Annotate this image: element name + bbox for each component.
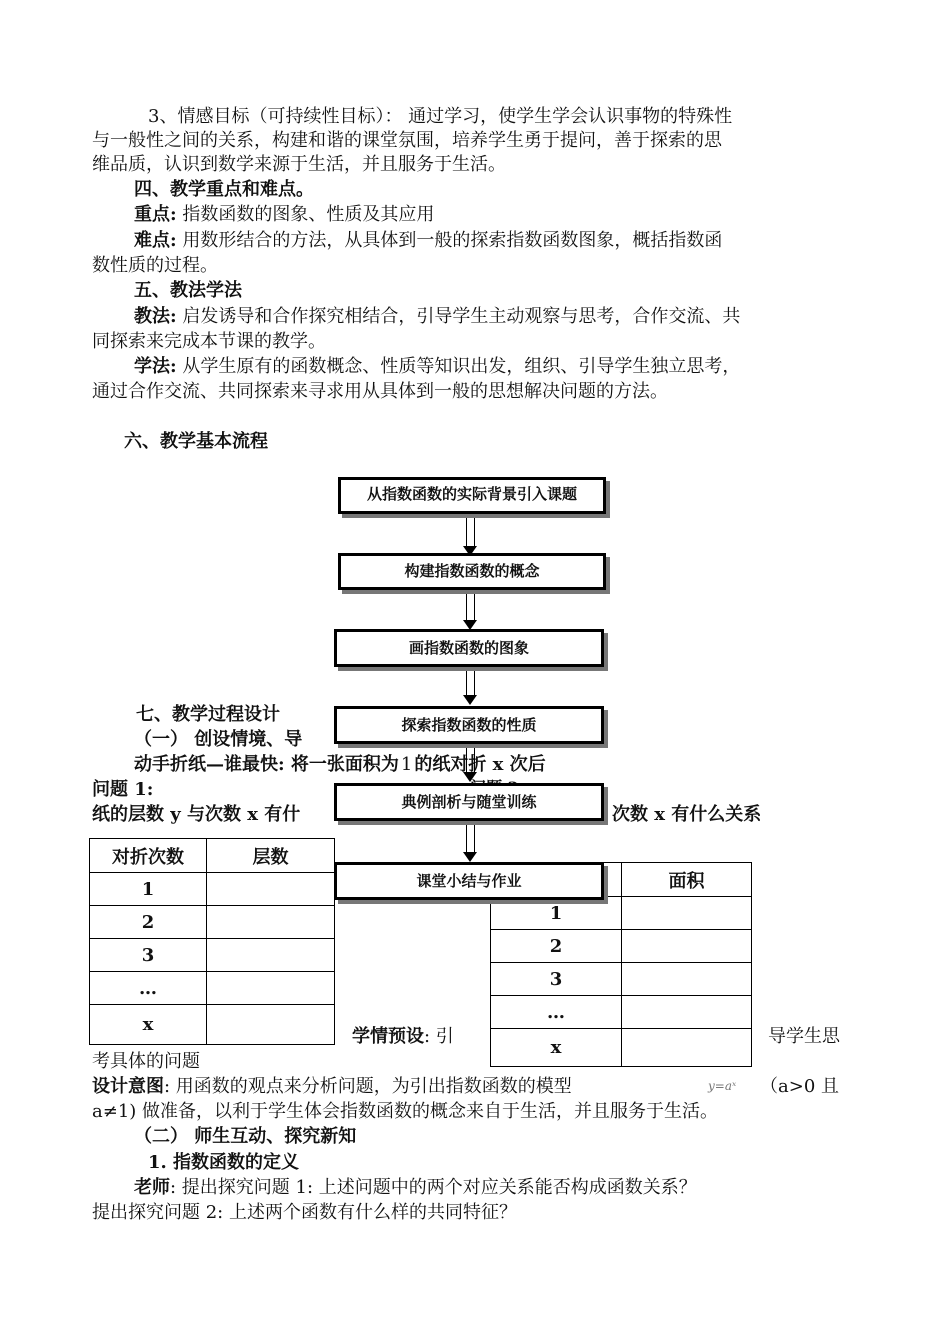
- preset-line: [352, 1025, 454, 1049]
- table1-cell: 3: [90, 939, 207, 972]
- table2-cell: 2: [491, 930, 622, 963]
- table1-empty-cell: [207, 906, 335, 939]
- fold-tail: 的纸对折 x 次后: [414, 754, 546, 775]
- subsection-1: （一） 创设情境、导: [134, 729, 303, 750]
- text-line: 维品质，认识到数学来源于生活，并且服务于生活。: [92, 154, 506, 175]
- teach-text: 启发诱导和合作探究相结合，引导学生主动观察与思考，合作交流、共: [176, 306, 741, 327]
- fold-num: 1: [400, 754, 413, 775]
- learn-text: 从学生原有的函数概念、性质等知识出发，组织、引导学生独立思考，: [176, 356, 741, 377]
- table1-empty-cell: [207, 939, 335, 972]
- flow-arrow: [466, 590, 475, 620]
- flow-step-5: 典例剖析与随堂训练: [334, 783, 604, 821]
- preset-tail: 导学生思: [768, 1026, 840, 1047]
- table2-cell: 3: [491, 963, 622, 996]
- key-points: [134, 203, 434, 227]
- table2-cell: x: [491, 1029, 622, 1067]
- flow-step-1: 从指数函数的实际背景引入课题: [338, 477, 606, 514]
- table1-empty-cell: [207, 1005, 335, 1045]
- learn-label: 学法:: [134, 356, 177, 377]
- flow-step-4: 探索指数函数的性质: [334, 706, 604, 744]
- diff-label: 难点:: [134, 230, 177, 251]
- intent-tail: （a>0 且: [760, 1076, 839, 1097]
- table2-empty-cell: [622, 996, 752, 1029]
- question-1-text: 纸的层数 y 与次数 x 有什: [92, 804, 301, 825]
- teacher-label: 老师: [134, 1177, 170, 1198]
- diff-text: 用数形结合的方法，从具体到一般的探索指数函数图象，概括指数函: [176, 230, 723, 251]
- flow-arrow: [466, 514, 475, 546]
- learning-method: [134, 355, 740, 379]
- table-folds-layers: [89, 838, 335, 1045]
- table2-empty-cell: [622, 1029, 752, 1067]
- flow-arrow: [466, 667, 475, 695]
- flow-arrowhead: [463, 695, 477, 705]
- table2-empty-cell: [622, 897, 752, 930]
- table1-empty-cell: [207, 873, 335, 906]
- definition-title: 1. 指数函数的定义: [148, 1152, 300, 1173]
- key-label: 重点:: [134, 204, 177, 225]
- flow-arrowhead: [463, 772, 477, 782]
- table1-cell: 2: [90, 906, 207, 939]
- text-line: 与一般性之间的关系，构建和谐的课堂氛围，培养学生勇于提问，善于探索的思: [92, 130, 722, 151]
- teacher-text: : 提出探究问题 1: 上述问题中的两个对应关系能否构成函数关系？: [170, 1177, 697, 1198]
- text-line: 3、情感目标（可持续性目标）： 通过学习，使学生学会认识事物的特殊性: [148, 106, 733, 127]
- question-1-label: 问题 1:: [92, 779, 154, 800]
- table1-header-folds: 对折次数: [90, 839, 207, 873]
- preset-label: 学情预设: [352, 1026, 424, 1047]
- preset-lead: : 引: [424, 1026, 454, 1047]
- fold-lead: 动手折纸—谁最快: 将一张面积为: [134, 754, 399, 775]
- text-line: a≠1) 做准备，以利于学生体会指数函数的概念来自于生活，并且服务于生活。: [92, 1101, 719, 1122]
- teach-label: 教法:: [134, 306, 177, 327]
- key-text: 指数函数的图象、性质及其应用: [176, 204, 435, 225]
- table1-cell: …: [90, 972, 207, 1005]
- flow-arrow: [466, 744, 475, 772]
- table2-cell: …: [491, 996, 622, 1029]
- text-line: 通过合作交流、共同探索来寻求用从具体到一般的思想解决问题的方法。: [92, 381, 668, 402]
- table2-empty-cell: [622, 963, 752, 996]
- table1-cell: 1: [90, 873, 207, 906]
- table1-empty-cell: [207, 972, 335, 1005]
- teacher-line: [134, 1176, 697, 1200]
- difficult-points: [134, 229, 722, 253]
- text-line: 考具体的问题: [92, 1051, 200, 1072]
- heading-4: 四、教学重点和难点。: [134, 179, 314, 200]
- heading-6: 六、教学基本流程: [124, 431, 268, 452]
- flow-step-3: 画指数函数的图象: [334, 629, 604, 667]
- intent-line: [92, 1075, 572, 1099]
- subsection-2: （二） 师生互动、探究新知: [134, 1126, 357, 1147]
- text-line: 提出探究问题 2: 上述两个函数有什么样的共同特征？: [92, 1202, 517, 1223]
- intent-text: : 用函数的观点来分析问题，为引出指数函数的模型: [164, 1076, 572, 1097]
- table2-header-area: 面积: [622, 863, 752, 897]
- formula: y=aˣ: [708, 1079, 737, 1093]
- table2-cell: 1: [491, 897, 622, 930]
- heading-5: 五、教法学法: [134, 280, 242, 301]
- table2-empty-cell: [622, 930, 752, 963]
- fold-activity: [134, 753, 546, 777]
- table1-header-layers: 层数: [207, 839, 335, 873]
- text-line: 同探索来完成本节课的教学。: [92, 331, 326, 352]
- teaching-method: [134, 305, 740, 329]
- text-line: 数性质的过程。: [92, 255, 218, 276]
- table1-cell: x: [90, 1005, 207, 1045]
- flow-step-2: 构建指数函数的概念: [338, 553, 606, 590]
- heading-7: 七、教学过程设计: [136, 704, 280, 725]
- intent-label: 设计意图: [92, 1076, 164, 1097]
- flow-arrow: [466, 821, 475, 852]
- flow-arrowhead: [463, 852, 477, 862]
- question-2-text: 次数 x 有什么关系: [612, 804, 762, 825]
- flow-step-6: 课堂小结与作业: [334, 862, 604, 900]
